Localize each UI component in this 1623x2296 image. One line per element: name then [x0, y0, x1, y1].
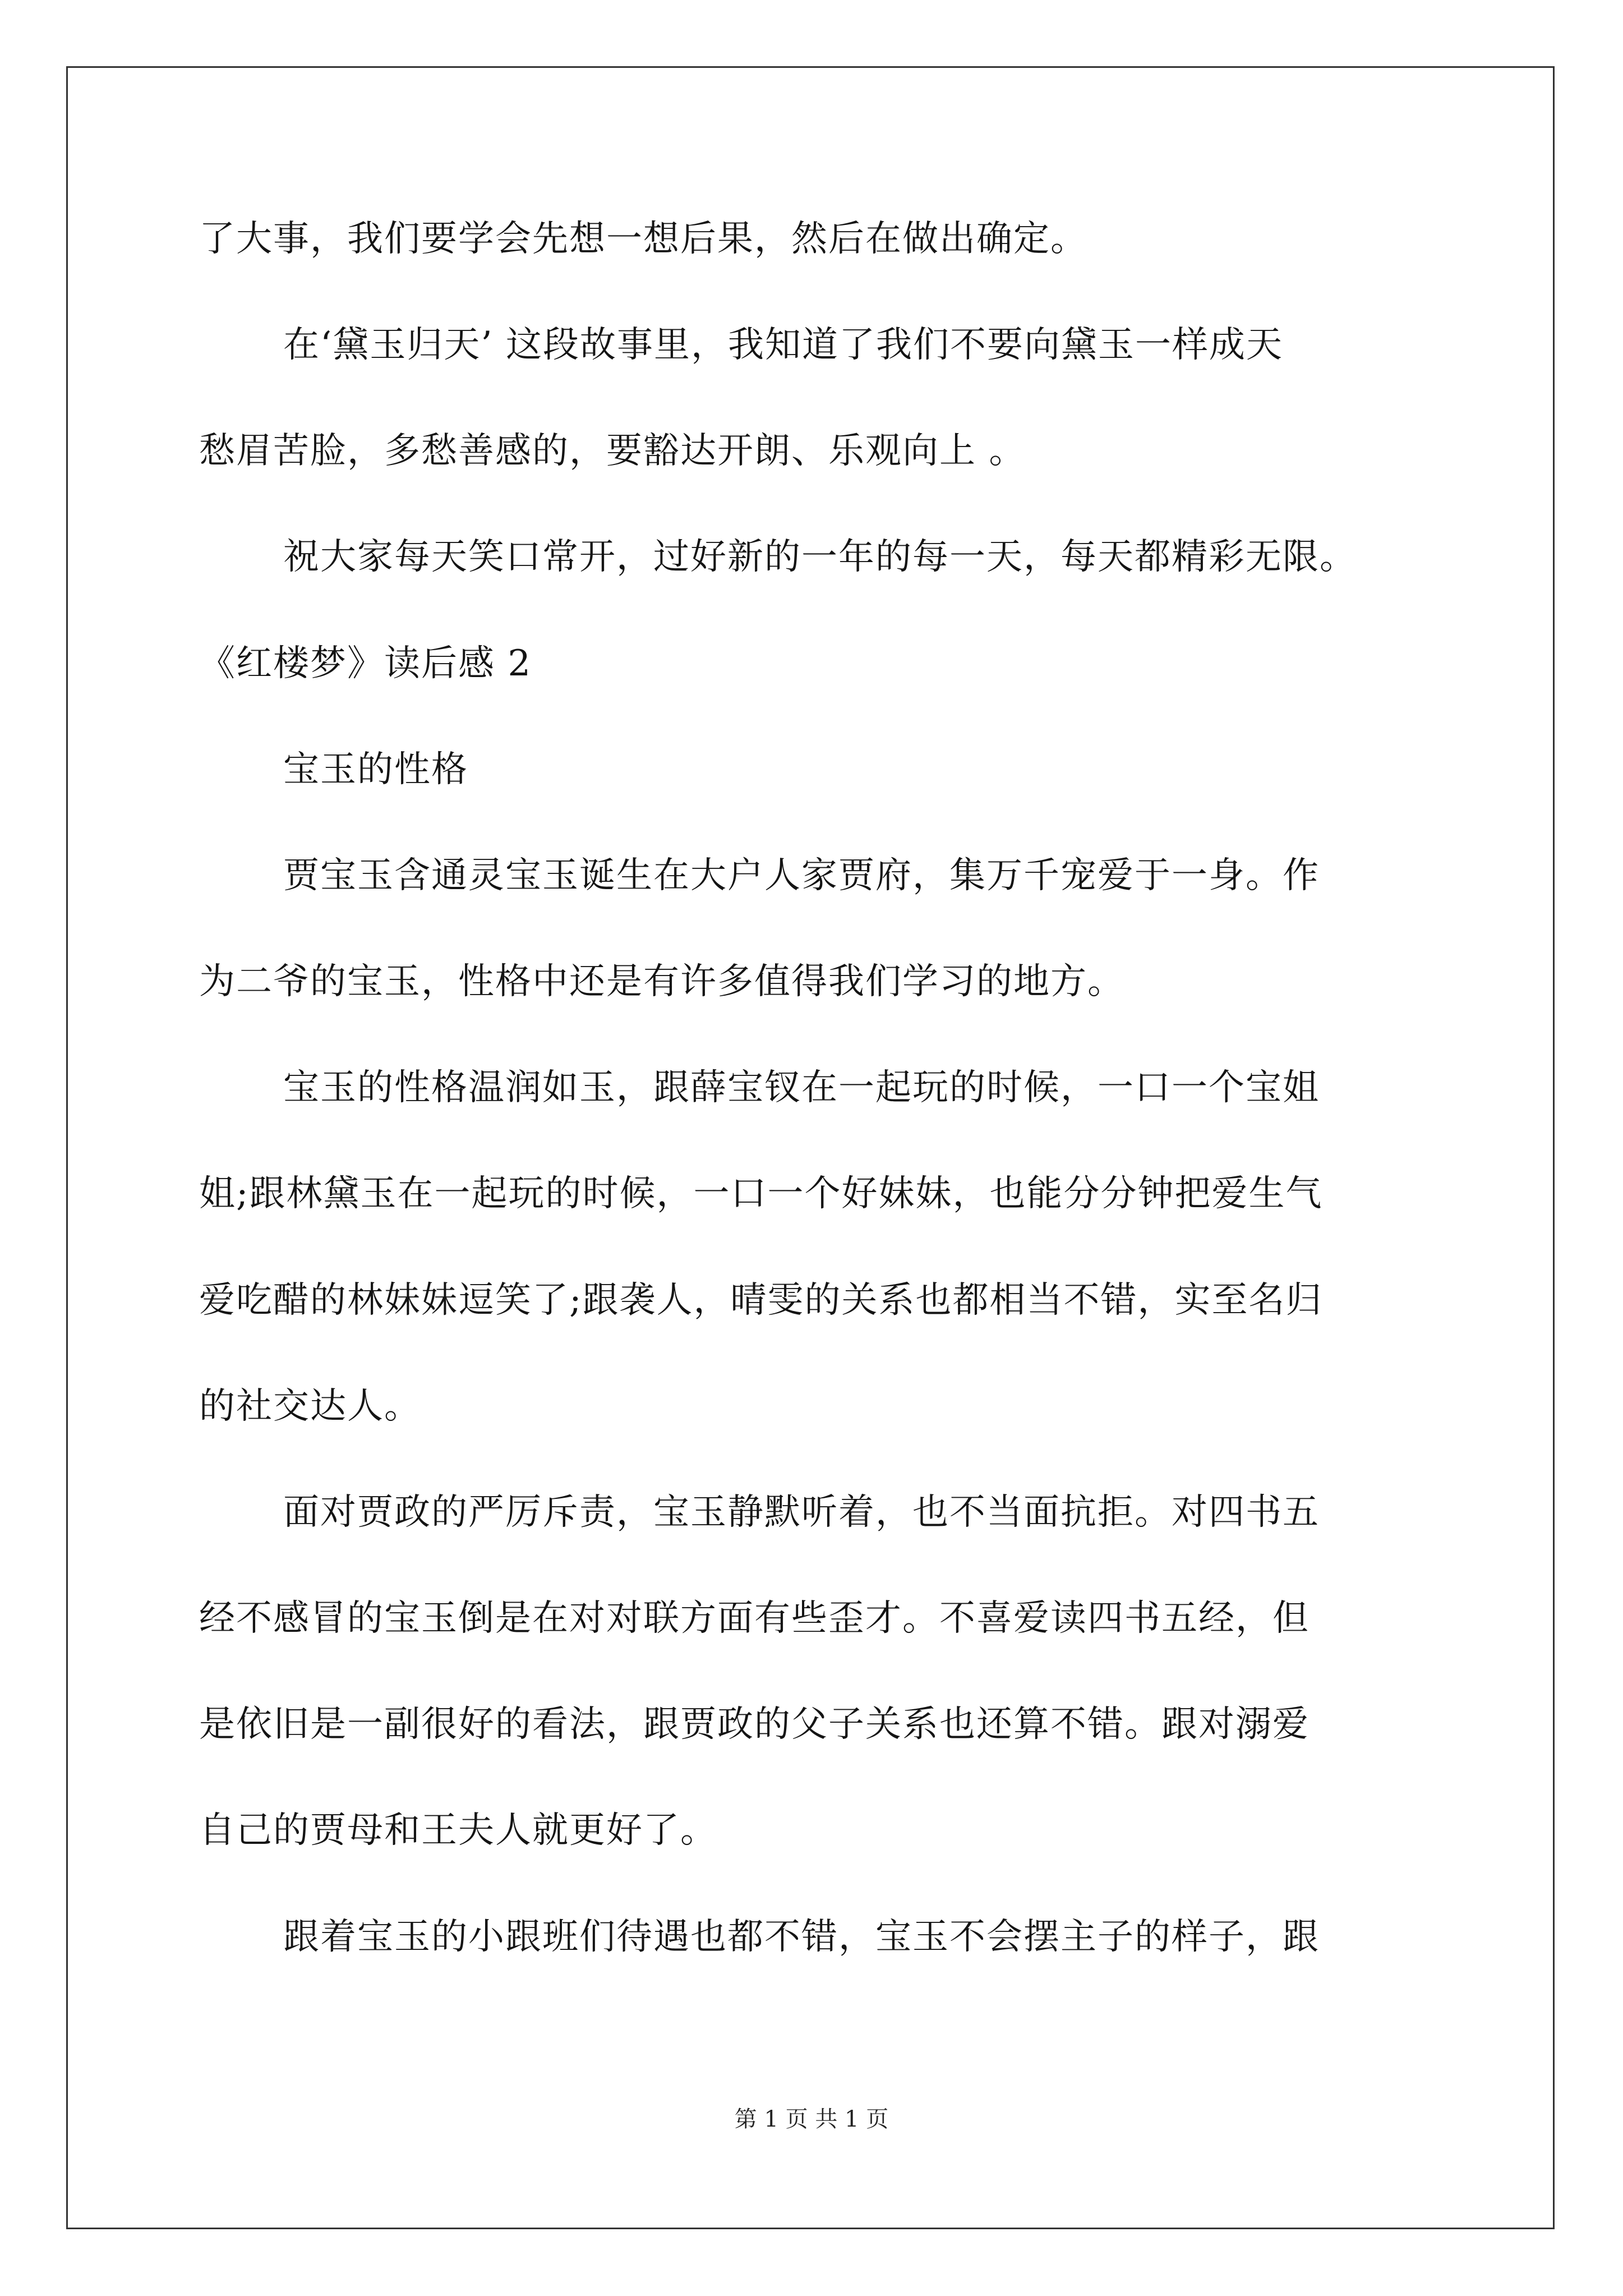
- text-line-14: 经不感冒的宝玉倒是在对对联方面有些歪才。不喜爱读四书五经，但: [199, 1598, 1310, 1639]
- text-line-10: 姐;跟林黛玉在一起玩的时候，一口一个好妹妹，也能分分钟把爱生气: [199, 1173, 1323, 1214]
- text-line-3: 愁眉苦脸，多愁善感的，要豁达开朗、乐观向上 。: [199, 430, 1026, 472]
- section-heading: 《红楼梦》读后感 2: [199, 643, 532, 684]
- text-line-7: 贾宝玉含通灵宝玉诞生在大户人家贾府，集万千宠爱于一身。作: [283, 855, 1320, 896]
- text-line-17: 跟着宝玉的小跟班们待遇也都不错，宝玉不会摆主子的样子，跟: [283, 1916, 1320, 1958]
- text-line-12: 的社交达人。: [199, 1386, 421, 1427]
- page-border: [66, 66, 1555, 2229]
- text-line-8: 为二爷的宝玉，性格中还是有许多值得我们学习的地方。: [199, 961, 1124, 1002]
- text-line-13: 面对贾政的严厉斥责，宝玉静默听着，也不当面抗拒。对四书五: [283, 1492, 1320, 1533]
- text-line-11: 爱吃醋的林妹妹逗笑了;跟袭人，晴雯的关系也都相当不错，实至名归: [199, 1280, 1323, 1321]
- text-line-1: 了大事，我们要学会先想一想后果，然后在做出确定。: [199, 218, 1087, 260]
- text-line-4: 祝大家每天笑口常开，过好新的一年的每一天，每天都精彩无限。: [283, 536, 1357, 578]
- text-line-9: 宝玉的性格温润如玉，跟薛宝钗在一起玩的时候，一口一个宝姐: [283, 1067, 1320, 1108]
- page-number-footer: 第 1 页 共 1 页: [734, 2106, 889, 2132]
- text-line-16: 自己的贾母和王夫人就更好了。: [199, 1810, 717, 1851]
- text-line-15: 是依旧是一副很好的看法，跟贾政的父子关系也还算不错。跟对溺爱: [199, 1704, 1310, 1745]
- text-line-2: 在‘黛玉归天’ 这段故事里，我知道了我们不要向黛玉一样成天: [283, 324, 1284, 366]
- subheading: 宝玉的性格: [283, 749, 468, 790]
